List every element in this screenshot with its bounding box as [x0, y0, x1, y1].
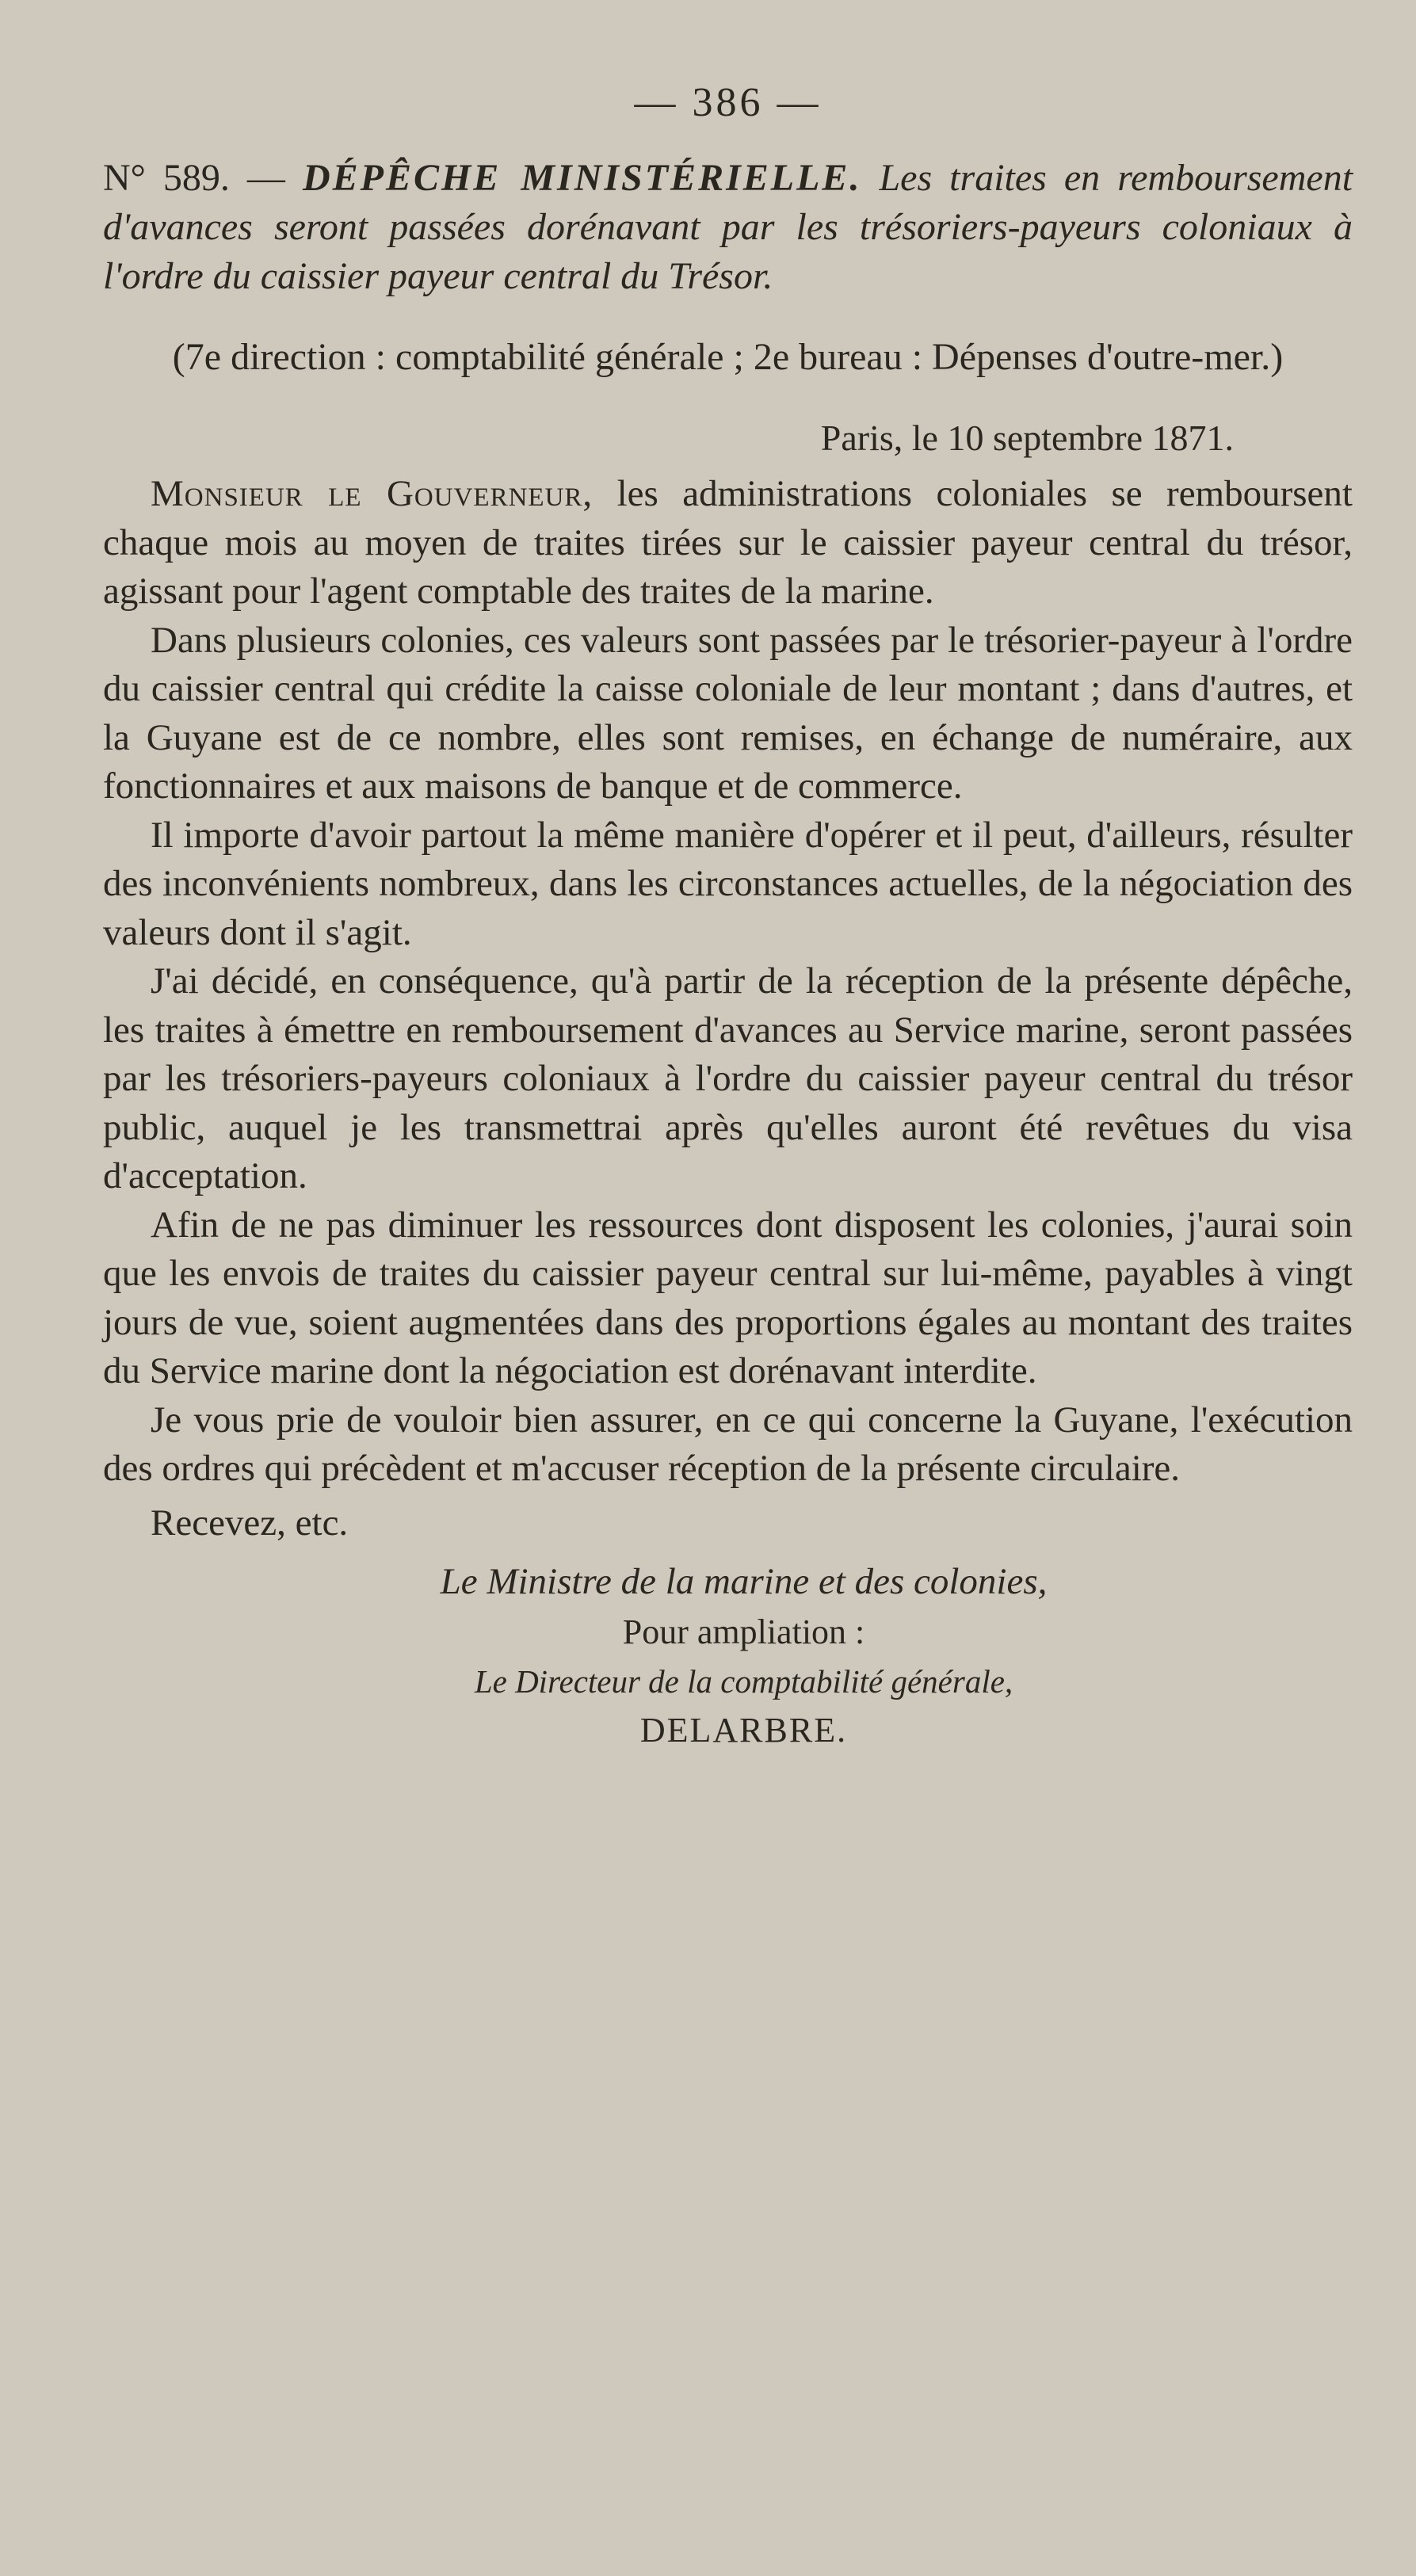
signature-director: Le Directeur de la comptabilité générale,: [474, 1662, 1013, 1700]
signature-name: DELARBRE.: [639, 1710, 848, 1750]
heading-summary: Les traites en remboursement d'avances seront passées dorénavant par les trésoriers-payeurs coloniaux à l'ordre du caissier payeur central du Trésor.: [103, 157, 1353, 297]
closing-line: Recevez, etc.: [151, 1502, 349, 1544]
paragraph-6: Je vous prie de vouloir bien assurer, en ce qui concerne la Guyane, l'exécution des ordres qui précèdent et m'accuser réception de la présente circulaire.: [103, 1399, 1353, 1489]
paragraph-4: J'ai décidé, en conséquence, qu'à partir de la réception de la présente dépêche, les traites à émettre en remboursement d'avances au Service marine, seront passées par les trésoriers-payeurs coloniaux à l'ordre du caissier payeur central du trésor public, auquel je les transmettrai après qu'elles auront été revêtues du visa d'acceptation.: [103, 960, 1353, 1196]
signature-minister: Le Ministre de la marine et des colonies,: [440, 1560, 1048, 1602]
heading-number: N° 589. —: [103, 157, 285, 199]
document-heading: [103, 154, 1353, 301]
paragraph-1: [103, 470, 1353, 616]
paragraph-5: Afin de ne pas diminuer les ressources dont disposent les colonies, j'aurai soin que les envois de traites du caissier payeur central sur lui-même, payables à vingt jours de vue, soient augmentées dans des proportions égales au montant des traites du Service marine dont la négociation est dorénavant interdite.: [103, 1204, 1353, 1391]
heading-title: DÉPÊCHE MINISTÉRIELLE.: [302, 157, 862, 199]
paragraph-1-text: les administrations coloniales se remboursent chaque mois au moyen de traites tirées sur le caissier payeur central du trésor, agissant pour l'agent comptable des traites de la marine.: [103, 473, 1353, 612]
paragraph-2: Dans plusieurs colonies, ces valeurs sont passées par le trésorier-payeur à l'ordre du caissier central qui crédite la caisse coloniale de leur montant ; dans d'autres, et la Guyane est de ce nombre, elles sont remises, en échange de numéraire, aux fonctionnaires et aux maisons de banque et de commerce.: [103, 619, 1353, 807]
dateline: Paris, le 10 septembre 1871.: [820, 418, 1234, 458]
paragraph-3: Il importe d'avoir partout la même manière d'opérer et il peut, d'ailleurs, résulter des inconvénients nombreux, dans les circonstances actuelles, de la négociation des valeurs dont il s'agit.: [103, 814, 1353, 953]
page-number: — 386 —: [634, 80, 822, 125]
direction-note: (7e direction : comptabilité générale ; 2e bureau : Dépenses d'outre-mer.): [172, 336, 1284, 378]
signature-ampliation: Pour ampliation :: [622, 1612, 865, 1651]
salutation: Monsieur le Gouverneur,: [151, 473, 593, 514]
